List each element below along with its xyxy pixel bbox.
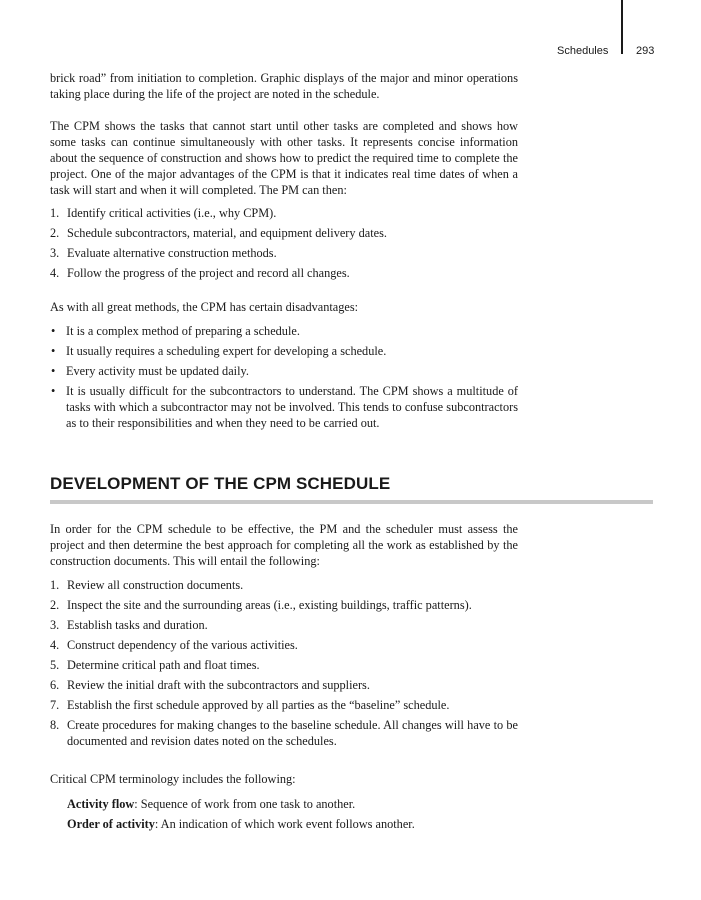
list-item: 2. Inspect the site and the surrounding areas (i.e., existing buildings, traffic patterns). <box>50 598 472 612</box>
list-item: 7. Establish the first schedule approved by all parties as the “baseline” schedule. <box>50 698 450 712</box>
header-divider-rule <box>621 0 623 54</box>
disadvantages-intro: As with all great methods, the CPM has certain disadvantages: <box>50 300 359 314</box>
cpm-paragraph: The CPM shows the tasks that cannot start until other tasks are completed and shows how some tasks can continue simultaneously with other tasks. It represents concise information about the sequence of construction and shows how to predict the required time to complete the project. One of the major advantages of the CPM is that it indicates real time dates of when a task will start and when it will completed. The PM can then: <box>50 119 518 197</box>
development-steps-list <box>50 577 518 749</box>
list-item: 5. Determine critical path and float times. <box>50 658 260 672</box>
body-text-top <box>50 70 518 435</box>
term-definition: Order of activity: An indication of which work event follows another. <box>67 817 415 831</box>
list-item: 3. Evaluate alternative construction methods. <box>50 246 277 260</box>
term-name: Activity flow <box>67 797 135 811</box>
term-name: Order of activity <box>67 817 155 831</box>
list-item: 4. Follow the progress of the project and record all changes. <box>50 266 350 280</box>
list-item: 1. Identify critical activities (i.e., why CPM). <box>50 206 277 220</box>
running-head-section: Schedules <box>557 45 609 57</box>
advantages-list <box>50 205 518 281</box>
list-item: 1. Review all construction documents. <box>50 578 244 592</box>
disadvantages-list <box>50 323 518 431</box>
terminology-intro: Critical CPM terminology includes the following: <box>50 772 296 786</box>
terminology-list <box>50 796 518 832</box>
list-item: 8. Create procedures for making changes to the baseline schedule. All changes will have to be documented and revision dates noted on the schedules. <box>50 718 518 748</box>
page-number: 293 <box>636 45 655 57</box>
list-item: 6. Review the initial draft with the subcontractors and suppliers. <box>50 678 370 692</box>
list-item: • It is a complex method of preparing a schedule. <box>51 324 300 338</box>
list-item: 4. Construct dependency of the various activities. <box>50 638 298 652</box>
intro-continuation-paragraph: brick road” from initiation to completion. Graphic displays of the major and minor operations taking place during the life of the project are noted in the schedule. <box>50 71 518 101</box>
list-item: 2. Schedule subcontractors, material, and equipment delivery dates. <box>50 226 387 240</box>
list-item: • It is usually difficult for the subcontractors to understand. The CPM shows a multitude of tasks with which a subcontractor may not be involved. This tends to confuse subcontractors as to their responsibilities and when they need to be carried out. <box>51 384 518 430</box>
list-item: • Every activity must be updated daily. <box>51 364 249 378</box>
list-item: 3. Establish tasks and duration. <box>50 618 208 632</box>
body-text-bottom <box>50 521 518 836</box>
section-intro-paragraph: In order for the CPM schedule to be effective, the PM and the scheduler must assess the project and then determine the best approach for completing all the work as established by the construction documents. This will entail the following: <box>50 522 518 568</box>
section-heading: DEVELOPMENT OF THE CPM SCHEDULE <box>50 474 653 504</box>
term-definition: Activity flow: Sequence of work from one task to another. <box>67 797 356 811</box>
list-item: • It usually requires a scheduling expert for developing a schedule. <box>51 344 387 358</box>
